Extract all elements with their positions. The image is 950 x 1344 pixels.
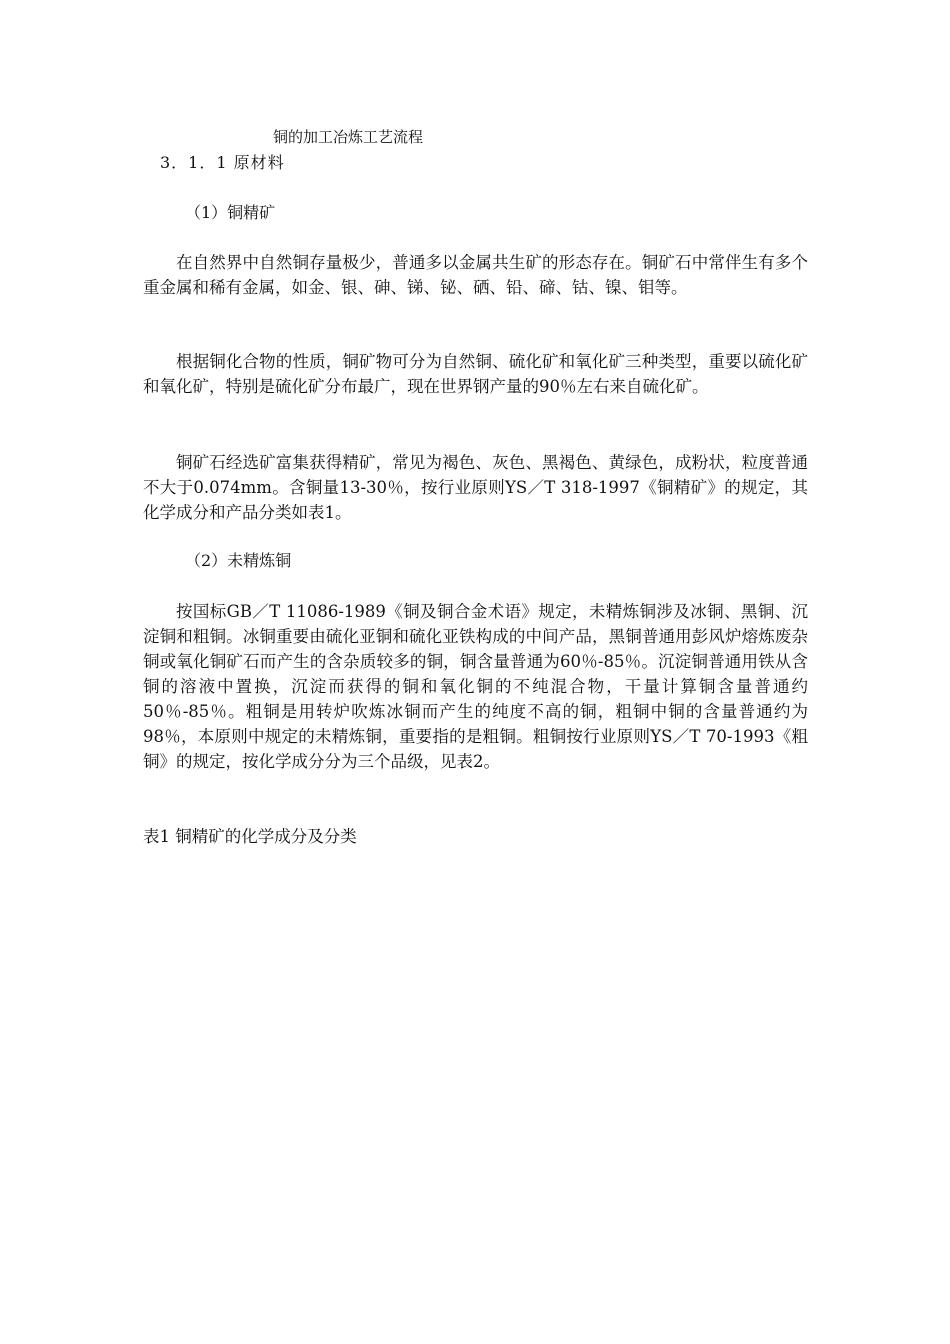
- paragraph-concentrate-properties: 铜矿石经选矿富集获得精矿，常见为褐色、灰色、黑褐色、黄绿色，成粉状，粒度普通不大于0.074mm。含铜量13-30％，按行业原则YS／T 318-1997《铜精矿》的规定，其化学成分和产品分类如表1。: [143, 453, 808, 522]
- table-caption: 表1 铜精矿的化学成分及分类: [143, 827, 357, 846]
- section-heading: 3．1．1 原材料: [160, 153, 285, 172]
- subsection-heading-copper-concentrate: （1）铜精矿: [185, 203, 276, 222]
- paragraph-natural-copper: 在自然界中自然铜存量极少，普通多以金属共生矿的形态存在。铜矿石中常伴生有多个重金属和稀有金属，如金、银、砷、锑、铋、硒、铅、碲、钴、镍、钼等。: [143, 253, 808, 297]
- subsection-heading-unrefined-copper: （2）未精炼铜: [185, 551, 292, 570]
- document-title: 铜的加工冶炼工艺流程: [273, 128, 424, 146]
- paragraph-unrefined-copper-definition: 按国标GB／T 11086-1989《铜及铜合金术语》规定，未精炼铜涉及冰铜、黑铜、沉淀铜和粗铜。冰铜重要由硫化亚铜和硫化亚铁构成的中间产品，黑铜普通用彭风炉熔炼废杂铜或氧化铜矿石而产生的含杂质较多的铜，铜含量普通为60％-85％。沉淀铜普通用铁从含铜的溶液中置换，沉淀而获得的铜和氧化铜的不纯混合物，干量计算铜含量普通约50％-85％。粗铜是用转炉吹炼冰铜而产生的纯度不高的铜，粗铜中铜的含量普通约为98％，本原则中规定的未精炼铜，重要指的是粗铜。粗铜按行业原则YS／T 70-1993《粗铜》的规定，按化学成分分为三个品级，见表2。: [143, 602, 808, 771]
- paragraph-copper-mineral-types: 根据铜化合物的性质，铜矿物可分为自然铜、硫化矿和氧化矿三种类型，重要以硫化矿和氧化矿，特别是硫化矿分布最广，现在世界钢产量的90％左右来自硫化矿。: [143, 352, 808, 396]
